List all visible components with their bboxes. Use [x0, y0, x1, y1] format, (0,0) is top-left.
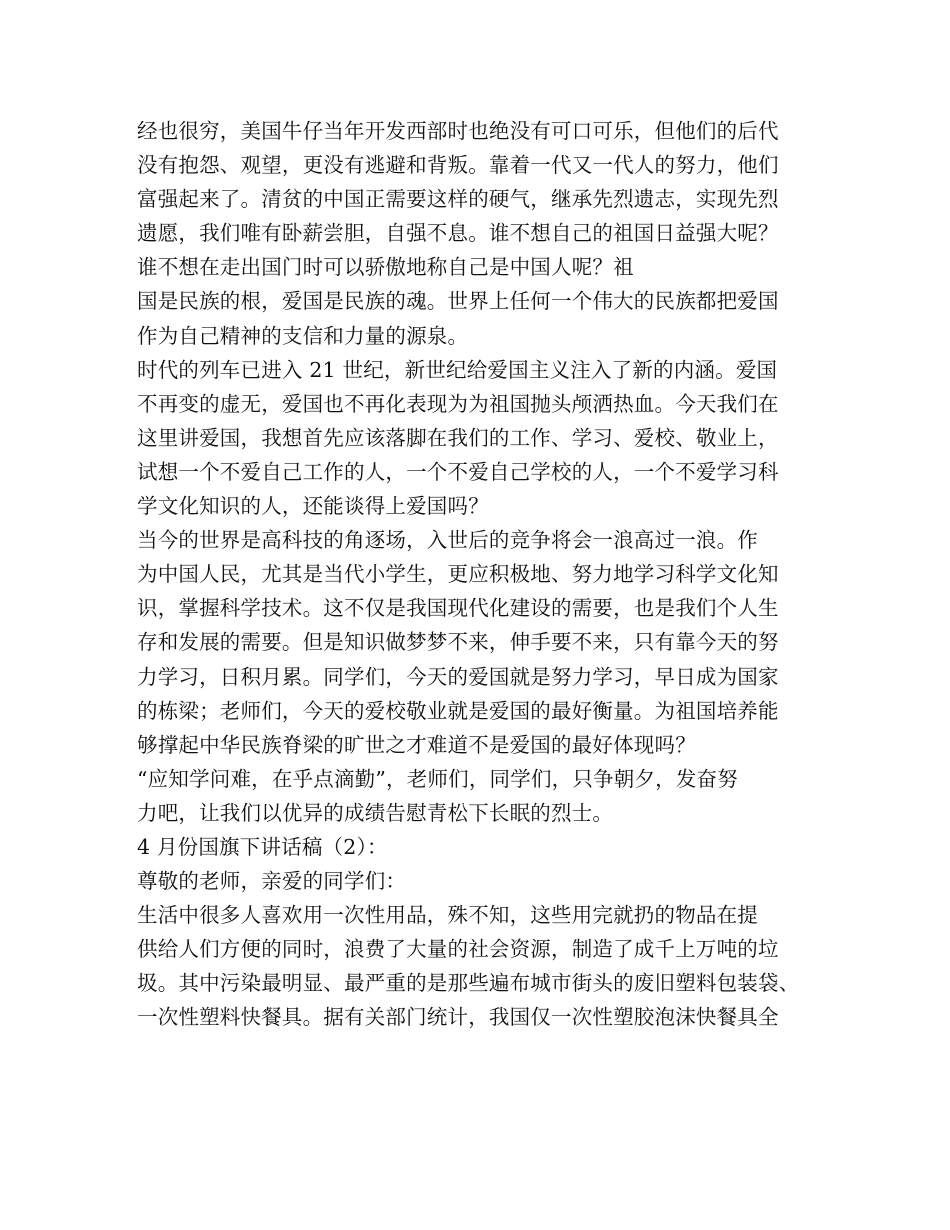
text-line: “应知学问难，在乎点滴勤”，老师们，同学们，只争朝夕，发奋努 — [137, 766, 738, 791]
text-line: 时代的列车已进入 21 世纪，新世纪给爱国主义注入了新的内涵。爱国 — [137, 357, 778, 382]
text-line: 作为自己精神的支信和力量的源泉。 — [137, 323, 469, 348]
document-body — [137, 114, 827, 1035]
text-line: 不再变的虚无，爱国也不再化表现为为祖国抛头颅洒热血。今天我们在 — [137, 391, 779, 416]
text-line: 一次性塑料快餐具。据有关部门统计，我国仅一次性塑胶泡沫快餐具全 — [137, 1005, 779, 1030]
text-line: 富强起来了。清贫的中国正需要这样的硬气，继承先烈遗志，实现先烈 — [137, 187, 779, 212]
text-line: 这里讲爱国，我想首先应该落脚在我们的工作、学习、爱校、敬业上， — [137, 425, 779, 450]
text-line: 谁不想在走出国门时可以骄傲地称自己是中国人呢？祖 — [137, 255, 634, 280]
greeting-line: 尊敬的老师，亲爱的同学们： — [137, 869, 407, 894]
text-line: 国是民族的根，爱国是民族的魂。世界上任何一个伟大的民族都把爱国 — [137, 289, 779, 314]
text-line: 试想一个不爱自己工作的人，一个不爱自己学校的人，一个不爱学习科 — [137, 459, 779, 484]
text-line: 的栋梁；老师们，今天的爱校敬业就是爱国的最好衡量。为祖国培养能 — [137, 698, 779, 723]
text-line: 学文化知识的人，还能谈得上爱国吗？ — [137, 494, 489, 519]
text-line: 供给人们方便的同时，浪费了大量的社会资源，制造了成千上万吨的垃 — [137, 937, 779, 962]
text-line: 够撑起中华民族脊梁的旷世之才难道不是爱国的最好体现吗？ — [137, 732, 696, 757]
text-line: 力学习，日积月累。同学们，今天的爱国就是努力学习，早日成为国家 — [137, 664, 779, 689]
section-heading: 4 月份国旗下讲话稿（2）： — [137, 834, 388, 859]
text-line: 当今的世界是高科技的角逐场，入世后的竞争将会一浪高过一浪。作 — [137, 528, 758, 553]
text-line: 经也很穷，美国牛仔当年开发西部时也绝没有可口可乐，但他们的后代 — [137, 119, 779, 143]
text-line: 遗愿，我们唯有卧薪尝胆，自强不息。谁不想自己的祖国日益强大呢？ — [137, 221, 779, 246]
text-line: 没有抱怨、观望，更没有逃避和背叛。靠着一代又一代人的努力，他们 — [137, 153, 779, 178]
text-line: 圾。其中污染最明显、最严重的是那些遍布城市街头的废旧塑料包装袋、 — [137, 971, 800, 996]
text-line: 为中国人民，尤其是当代小学生，更应积极地、努力地学习科学文化知 — [137, 562, 779, 587]
text-line: 生活中很多人喜欢用一次性用品，殊不知，这些用完就扔的物品在提 — [137, 903, 758, 928]
text-line: 存和发展的需要。但是知识做梦梦不来，伸手要不来，只有靠今天的努 — [137, 630, 779, 655]
text-line: 力吧，让我们以优异的成绩告慰青松下长眠的烈士。 — [137, 800, 614, 825]
text-line: 识，掌握科学技术。这不仅是我国现代化建设的需要，也是我们个人生 — [137, 596, 779, 621]
